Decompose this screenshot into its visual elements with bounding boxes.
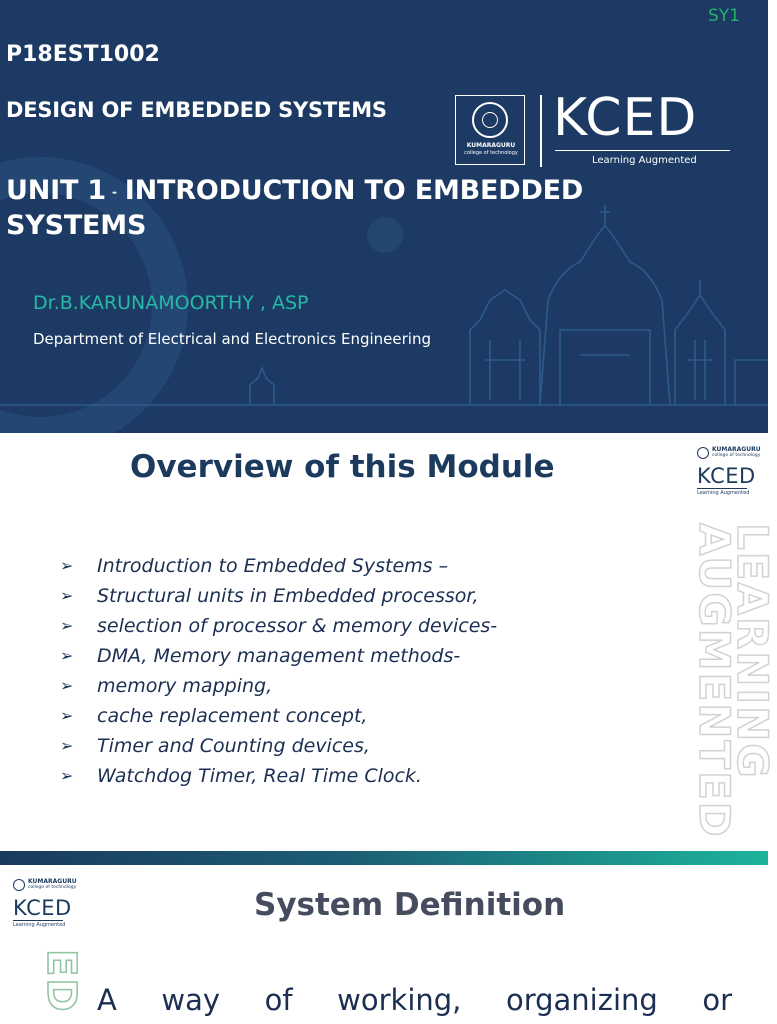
overview-slide <box>0 433 777 851</box>
course-code: P18EST1002 <box>6 42 160 67</box>
side-word-augmented: AUGMENTED <box>690 523 739 839</box>
module-topic-list <box>60 551 497 791</box>
kced-tagline: Learning Augmented <box>592 155 697 166</box>
kumaraguru-logo <box>455 95 525 165</box>
kced-logo-text: KCED <box>553 88 698 148</box>
side-word-learning: LEARNING <box>728 523 777 780</box>
author-name: Dr.B.KARUNAMOORTHY , ASP <box>33 292 309 314</box>
kced-tagline: Learning Augmented <box>13 922 66 928</box>
college-subtitle: college of technology <box>464 150 518 156</box>
small-logo <box>13 878 83 928</box>
college-seal-icon <box>13 879 25 891</box>
arrow-bullet-icon: ➢ <box>60 766 74 785</box>
arrow-bullet-icon: ➢ <box>60 616 74 635</box>
unit-separator: - <box>111 184 117 199</box>
college-subtitle: college of technology <box>28 885 77 890</box>
small-logo <box>697 446 767 496</box>
arrow-bullet-icon: ➢ <box>60 736 74 755</box>
kced-logo-rule <box>697 488 747 489</box>
kced-logo-text: KCED <box>13 896 72 920</box>
arrow-bullet-icon: ➢ <box>60 706 74 725</box>
unit-title-text: INTRODUCTION TO EMBEDDED SYSTEMS <box>6 175 584 241</box>
course-name: DESIGN OF EMBEDDED SYSTEMS <box>6 98 387 122</box>
arrow-bullet-icon: ➢ <box>60 646 74 665</box>
college-name: KUMARAGURU <box>466 142 516 149</box>
list-item: ➢ Introduction to Embedded Systems – <box>60 551 497 581</box>
unit-title <box>6 174 686 243</box>
slide-title: System Definition <box>254 887 566 923</box>
list-item: ➢ cache replacement concept, <box>60 701 497 731</box>
unit-number: UNIT 1 <box>6 175 106 206</box>
college-name: KUMARAGURU <box>712 446 761 453</box>
college-name: KUMARAGURU <box>28 878 77 885</box>
kced-tagline: Learning Augmented <box>697 490 750 496</box>
list-item: ➢ Watchdog Timer, Real Time Clock. <box>60 761 497 791</box>
list-item: ➢ Structural units in Embedded processor, <box>60 581 497 611</box>
college-subtitle: college of technology <box>712 453 761 458</box>
definition-text: A way of working, organizing or <box>97 983 733 1017</box>
arrow-bullet-icon: ➢ <box>60 556 74 575</box>
slide-title: Overview of this Module <box>130 449 555 485</box>
list-item: ➢ DMA, Memory management methods- <box>60 641 497 671</box>
list-item: ➢ Timer and Counting devices, <box>60 731 497 761</box>
side-word-fragment: ED <box>38 949 84 1014</box>
department-name: Department of Electrical and Electronics Engineering <box>33 330 431 348</box>
list-item: ➢ selection of processor & memory devices- <box>60 611 497 641</box>
kced-logo-text: KCED <box>697 464 756 488</box>
college-seal-icon <box>697 447 709 459</box>
system-definition-slide <box>0 865 768 1024</box>
arrow-bullet-icon: ➢ <box>60 676 74 695</box>
arrow-bullet-icon: ➢ <box>60 586 74 605</box>
title-slide <box>0 0 768 433</box>
list-item: ➢ memory mapping, <box>60 671 497 701</box>
college-seal-icon <box>472 102 508 138</box>
kced-logo-rule <box>13 920 63 921</box>
kced-logo-rule <box>555 150 730 151</box>
slide-number-tag: SY1 <box>708 6 740 26</box>
logo-divider <box>540 95 542 167</box>
slide-separator-band <box>0 851 768 865</box>
